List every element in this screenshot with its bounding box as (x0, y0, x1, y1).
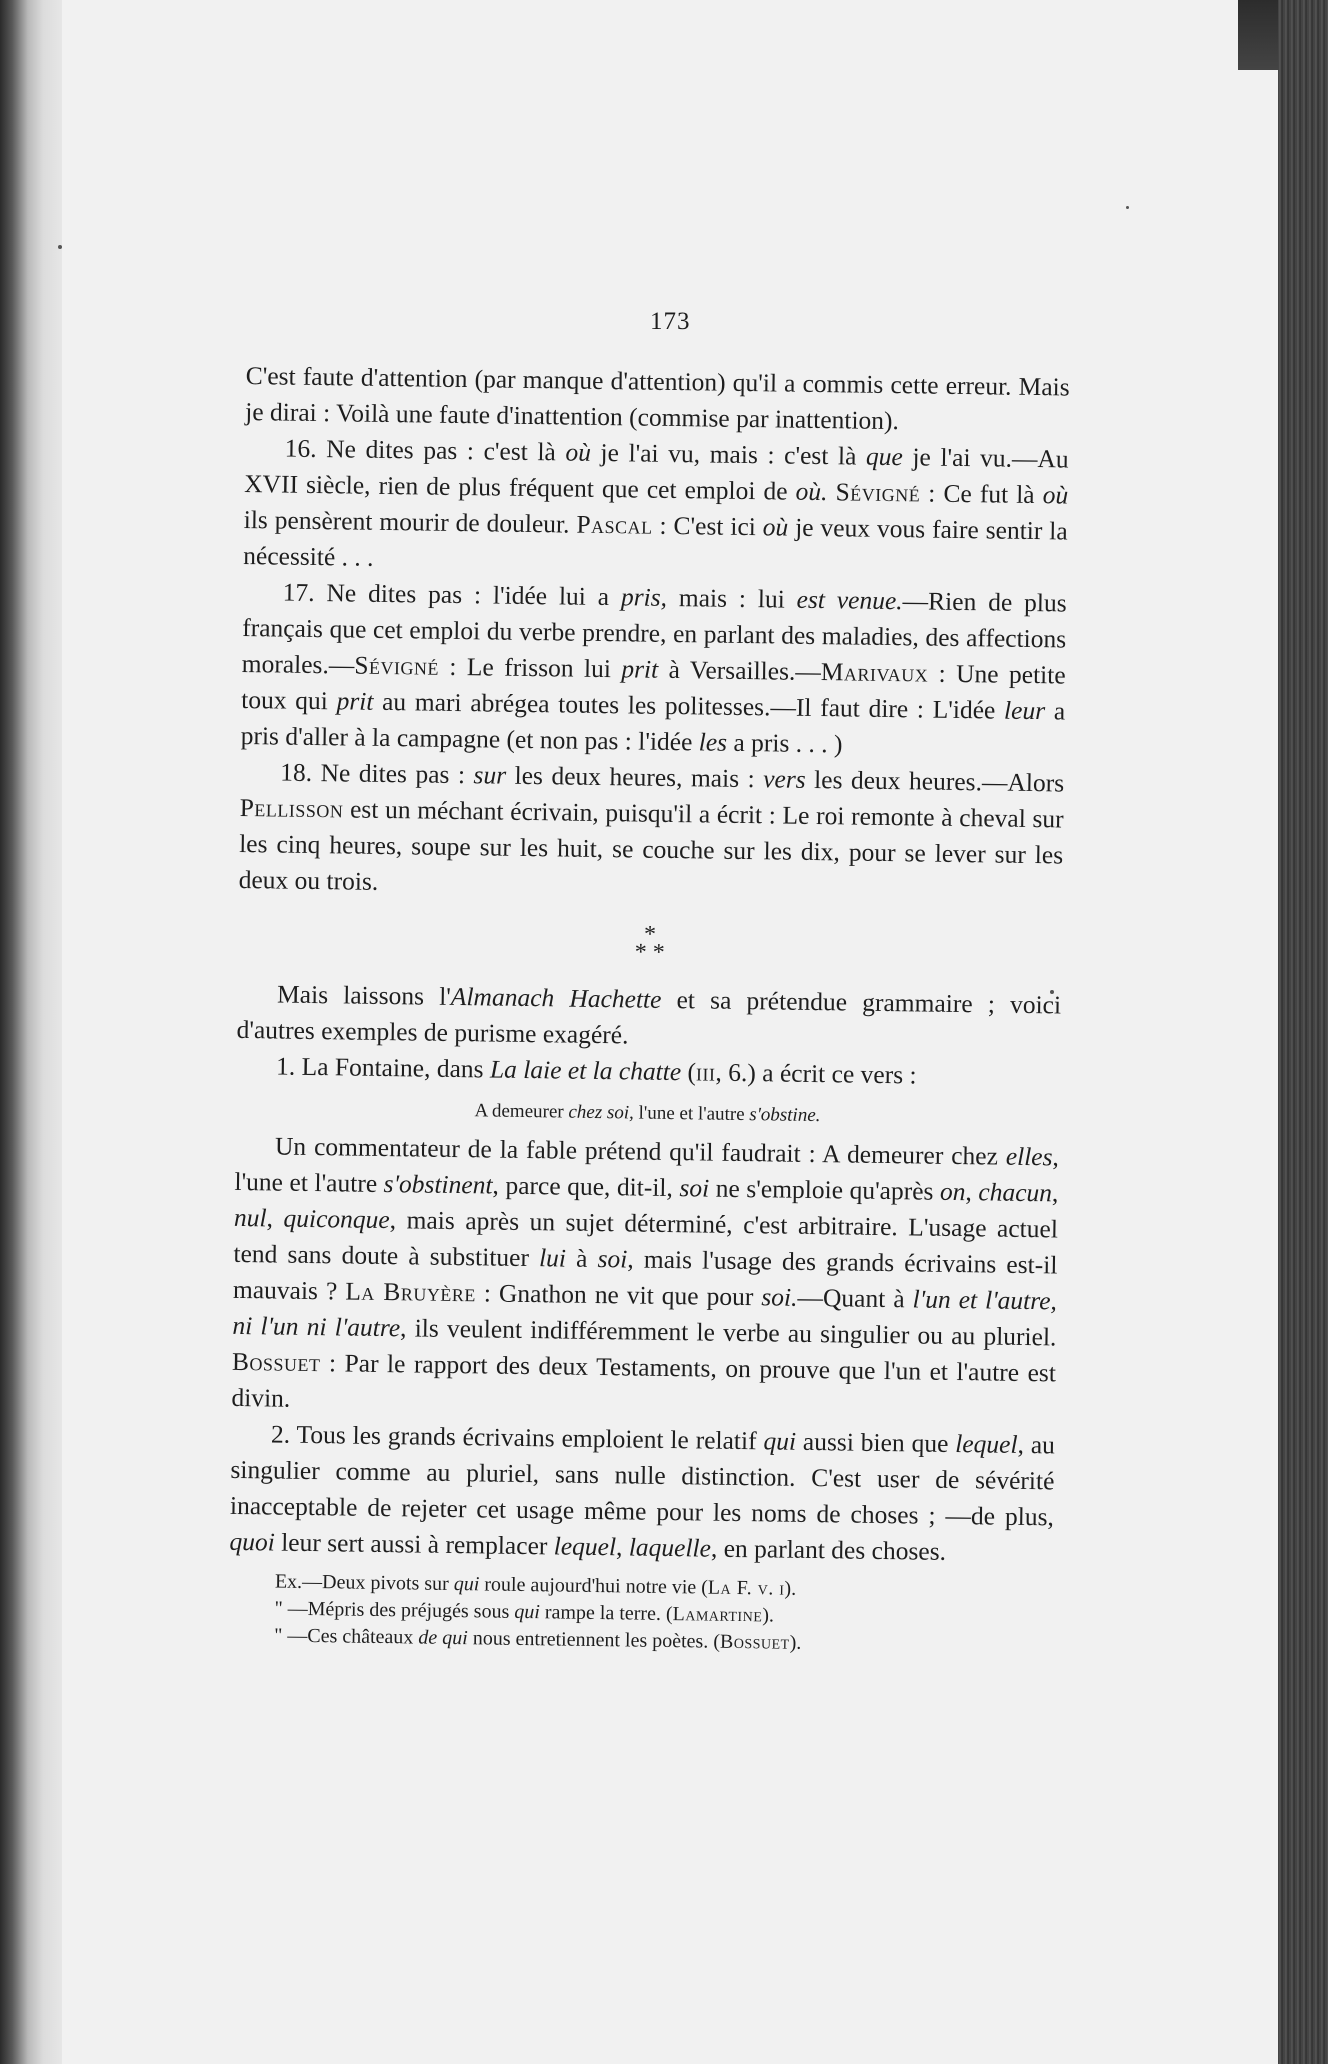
italic-run: prit (621, 654, 659, 684)
italic-run: où (565, 437, 592, 467)
author-name: Pascal (576, 509, 653, 540)
author-name: Pellisson (239, 792, 344, 824)
text-run: ( (680, 1057, 697, 1087)
paragraph-item-2 (229, 1416, 1055, 1571)
italic-run: qui (514, 1600, 541, 1624)
italic-run: où (762, 512, 789, 542)
paragraph-faute-attention (245, 358, 1070, 441)
text-run: : Ce fut là (920, 478, 1043, 510)
text-run: ). (784, 1577, 797, 1600)
italic-run: lui (538, 1243, 567, 1273)
book-spine-shadow (0, 0, 62, 2064)
text-run: à Versailles.— (657, 654, 822, 687)
text-run: —Rien de plus français que cet emploi du verbe prendre, en parlant des maladies, des affections morales.— (241, 586, 1067, 680)
text-run: ne s'emploie qu'après (709, 1173, 941, 1206)
text-run: C'est faute d'attention (par manque d'attention) qu'il a commis cette erreur. Mais je dirai : Voilà une faute d'inattention (commise par inattention). (245, 360, 1070, 436)
italic-run: de qui (418, 1626, 468, 1650)
text-run: : C'est ici (652, 510, 763, 542)
author-name: Bossuet (231, 1346, 321, 1378)
italic-run: qui (453, 1573, 480, 1596)
text-run: les deux heures, mais : (505, 760, 764, 794)
italic-run: où. (795, 476, 828, 507)
text-run: les deux heures.—Alors (805, 764, 1065, 798)
text-run: : Le frisson lui (438, 651, 622, 684)
text-run: nous entretiennent les poètes. ( (467, 1627, 721, 1653)
text-run: 2. Tous les grands écrivains emploient le relatif (270, 1419, 764, 1456)
text-run: : Gnathon ne vit que pour (475, 1278, 762, 1312)
page-body (228, 358, 1070, 1660)
italic-run: elles (1005, 1141, 1053, 1172)
text-run: , (266, 1203, 284, 1233)
italic-run: soi (679, 1173, 710, 1203)
text-run: , l'une et l'autre (234, 1142, 1060, 1199)
text-run: ils pensèrent mourir de douleur. (243, 504, 577, 539)
text-run: 18. Ne dites pas : (280, 757, 474, 790)
italic-run: soi (597, 1243, 628, 1274)
author-name: Sévigné (835, 477, 921, 508)
examples-block (228, 1568, 1053, 1660)
italic-run: pris, (620, 582, 668, 612)
text-run: a pris . . . ) (726, 727, 843, 759)
text-run: est un méchant écrivain, puisqu'il a écrit : Le roi remonte à cheval sur les cinq heures, soupe sur les huit, se couche sur les dix, pour se lever sur les deux ou trois. (238, 794, 1064, 896)
italic-run: La laie et la chatte (489, 1054, 682, 1087)
text-run: 17. Ne dites pas : l'idée lui a (282, 577, 622, 612)
text-run: 1. La Fontaine, dans (275, 1051, 491, 1084)
italic-run: Almanach Hachette (450, 981, 662, 1014)
italic-run: s'obstine. (749, 1104, 821, 1127)
text-run: leur sert aussi à remplacer (274, 1527, 554, 1561)
text-run: rampe la terre. ( (539, 1601, 673, 1626)
author-name: Sévigné (354, 650, 440, 681)
text-run: , (965, 1177, 979, 1207)
italic-run: leur (1003, 695, 1046, 726)
italic-run: prit (336, 686, 374, 716)
text-run: A demeurer (474, 1100, 569, 1123)
text-run: je l'ai vu.—Au XVII siècle, rien de plus fréquent que cet emploi de (244, 442, 1069, 506)
page-number: 173 (650, 308, 691, 335)
text-run: mais : lui (666, 582, 797, 614)
text-run: roule aujourd'hui notre vie ( (479, 1573, 709, 1599)
paragraph-16 (243, 430, 1069, 585)
text-run: , ils veulent indifféremment le verbe au singulier ou au pluriel. (399, 1313, 1057, 1352)
italic-run: chez soi, (568, 1101, 635, 1124)
author-name: La Bruyère (345, 1276, 477, 1308)
italic-run: quoi (229, 1526, 276, 1557)
roman-numeral: iii (695, 1057, 716, 1087)
italic-run: que (865, 441, 904, 472)
italic-run: sur (473, 760, 507, 790)
text-run: Ex.—Deux pivots sur (274, 1570, 454, 1596)
text-run: , 6.) a écrit ce vers : (715, 1057, 917, 1090)
text-run: " —Mépris des préjugés sous (274, 1597, 515, 1623)
text-run: ). (762, 1604, 775, 1627)
text-run: : Une petite toux qui (241, 658, 1066, 716)
italic-run: où (1042, 480, 1069, 510)
text-run: a pris d'aller à la campagne (et non pas : l'idée (240, 696, 1066, 757)
text-run: ). (789, 1631, 802, 1654)
quoted-verse (235, 1094, 1059, 1134)
author-name: Bossuet (719, 1630, 790, 1654)
text-run: je l'ai vu, mais : c'est là (590, 437, 867, 471)
text-run: Mais laissons l' (276, 979, 452, 1011)
italic-run: l'un et l'autre, ni l'un ni l'autre (232, 1284, 1058, 1343)
italic-run: vers (762, 764, 806, 794)
text-run: l'une et l'autre (633, 1102, 750, 1126)
italic-run: on (939, 1176, 966, 1207)
italic-run: laquelle (628, 1532, 712, 1563)
text-run: je veux vous faire sentir la nécessité . . . (243, 512, 1068, 572)
italic-run: soi. (761, 1282, 798, 1312)
paragraph-commentateur (231, 1128, 1059, 1427)
speck (58, 245, 62, 249)
italic-run: lequel (955, 1429, 1018, 1459)
speck (1126, 206, 1129, 209)
text-run: , (1051, 1178, 1059, 1208)
text-run: , parce que, dit-il, (492, 1170, 680, 1203)
text-run: , en parlant des choses. (710, 1533, 947, 1566)
italic-run: est venue. (796, 584, 903, 616)
italic-run: les (698, 727, 728, 757)
text-run: : Par le rapport des deux Testaments, on prouve que l'un et l'autre est divin. (231, 1348, 1057, 1413)
page-stack-edge (1278, 0, 1328, 2064)
text-run: —Quant à (797, 1282, 913, 1314)
text-run: au mari abrégea toutes les politesses.—Il faut dire : L'idée (373, 686, 1005, 725)
italic-run: chacun (978, 1177, 1053, 1208)
italic-run: lequel (553, 1531, 617, 1562)
paragraph-18 (238, 754, 1064, 909)
text-run: , mais après un sujet déterminé, c'est arbitraire. L'usage actuel tend sans doute à substituer (233, 1205, 1059, 1273)
text-run: " —Ces châteaux (274, 1624, 419, 1649)
author-name: La F. v. i (707, 1576, 785, 1600)
author-name: Lamartine (672, 1603, 763, 1627)
text-run: 16. Ne dites pas : c'est là (284, 433, 566, 467)
text-run: à (565, 1243, 598, 1273)
text-run: , au singulier comme au pluriel, sans nulle distinction. C'est user de sévérité inacceptable de rejeter cet usage même pour les noms de choses ; —de plus, (229, 1429, 1056, 1532)
text-run: aussi bien que (795, 1426, 956, 1459)
text-run: Un commentateur de la fable prétend qu'il faudrait : A demeurer chez (274, 1131, 1007, 1171)
italic-run: quiconque (283, 1203, 390, 1235)
paragraph-almanach (236, 976, 1061, 1059)
section-separator-asterism: * * * (634, 921, 665, 966)
text-run: et sa prétendue grammaire ; voici d'autres exemples de purisme exagéré. (236, 984, 1062, 1050)
italic-run: s'obstinent (383, 1169, 493, 1200)
italic-run: nul (233, 1202, 267, 1233)
paragraph-17 (240, 574, 1066, 765)
text-run: , (615, 1532, 630, 1562)
author-name: Marivaux (820, 657, 929, 688)
italic-run: qui (763, 1426, 797, 1456)
text-run: , mais l'usage des grands écrivains est-il mauvais ? (232, 1244, 1058, 1306)
